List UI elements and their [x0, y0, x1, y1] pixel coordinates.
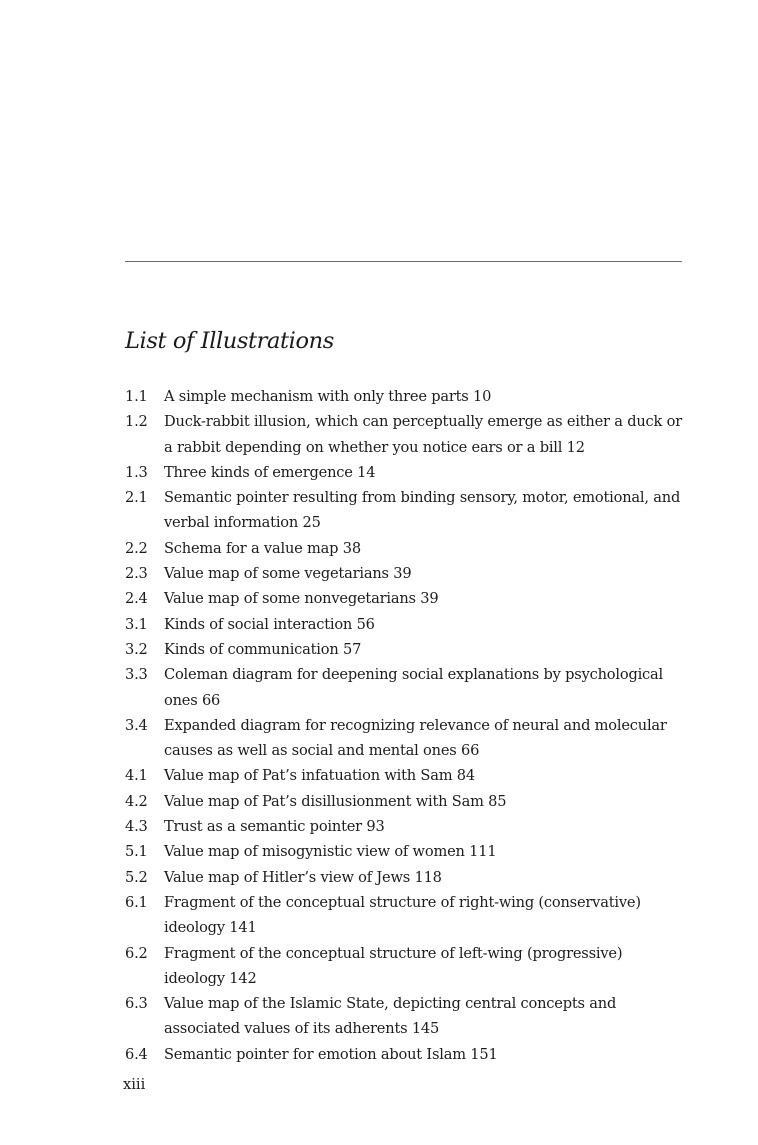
list-item	[125, 409, 685, 460]
figure-number: 6.4	[125, 1045, 148, 1063]
figure-number: 4.2	[125, 792, 148, 810]
header-rule	[125, 261, 682, 262]
figure-number: 3.1	[125, 615, 148, 633]
figure-caption: Value map of some nonvegetarians 39	[164, 590, 439, 608]
list-item	[125, 561, 685, 586]
figure-number: 2.3	[125, 565, 148, 583]
figure-number: 4.3	[125, 818, 148, 836]
list-item	[125, 839, 685, 864]
list-item	[125, 662, 685, 713]
figure-number: 3.4	[125, 716, 148, 734]
list-item	[125, 536, 685, 561]
list-item	[125, 941, 685, 992]
list-item	[125, 586, 685, 611]
figure-number: 2.2	[125, 539, 148, 557]
figure-number: 2.4	[125, 590, 148, 608]
figure-number: 5.1	[125, 843, 148, 861]
figure-caption: Semantic pointer for emotion about Islam 151	[164, 1045, 498, 1063]
page-title: List of Illustrations	[125, 328, 334, 354]
figure-caption: Kinds of social interaction 56	[164, 615, 375, 633]
list-item	[125, 1042, 685, 1067]
list-item	[125, 637, 685, 662]
figure-number: 2.1	[125, 489, 148, 507]
figure-caption: Value map of misogynistic view of women 111	[164, 843, 497, 861]
figure-number: 4.1	[125, 767, 148, 785]
figure-caption: Coleman diagram for deepening social explanations by psychological ones 66	[164, 666, 663, 709]
figure-number: 6.3	[125, 995, 148, 1013]
list-item	[125, 991, 685, 1042]
figure-number: 5.2	[125, 868, 148, 886]
list-item	[125, 814, 685, 839]
figure-caption: Fragment of the conceptual structure of left-wing (progressive) ideology 142	[164, 944, 623, 987]
list-item	[125, 384, 685, 409]
figure-caption: Kinds of communication 57	[164, 640, 362, 658]
list-item	[125, 460, 685, 485]
figure-caption: Value map of the Islamic State, depicting central concepts and associated values of its adherents 145	[164, 995, 617, 1038]
figure-number: 6.2	[125, 944, 148, 962]
figure-number: 6.1	[125, 893, 148, 911]
list-item	[125, 485, 685, 536]
figure-caption: Value map of some vegetarians 39	[164, 565, 412, 583]
figure-caption: Duck-rabbit illusion, which can perceptually emerge as either a duck or a rabbit depending on whether you notice ears or a bill 12	[164, 413, 682, 456]
figure-number: 1.2	[125, 413, 148, 431]
figure-caption: Value map of Pat’s disillusionment with Sam 85	[164, 792, 507, 810]
figure-caption: Fragment of the conceptual structure of right-wing (conservative) ideology 141	[164, 893, 641, 937]
list-item	[125, 789, 685, 814]
figure-caption: Value map of Pat’s infatuation with Sam 84	[164, 767, 475, 785]
figure-number: 1.1	[125, 388, 148, 405]
figure-number: 3.3	[125, 666, 148, 684]
figure-caption: Semantic pointer resulting from binding sensory, motor, emotional, and verbal information 25	[164, 489, 681, 532]
list-item	[125, 612, 685, 637]
list-item	[125, 865, 685, 890]
page-number: xiii	[123, 1076, 146, 1093]
figure-number: 3.2	[125, 640, 148, 658]
list-item	[125, 763, 685, 788]
figure-caption: Schema for a value map 38	[164, 539, 361, 557]
figure-caption: Trust as a semantic pointer 93	[164, 818, 385, 836]
figure-number: 1.3	[125, 463, 148, 481]
list-item	[125, 713, 685, 764]
illustration-list	[125, 384, 685, 1067]
figure-caption: Value map of Hitler’s view of Jews 118	[164, 868, 442, 886]
figure-caption: Expanded diagram for recognizing relevance of neural and molecular causes as well as social and mental ones 66	[164, 716, 667, 760]
figure-caption: Three kinds of emergence 14	[164, 463, 376, 481]
list-item	[125, 890, 685, 941]
figure-caption: A simple mechanism with only three parts 10	[164, 388, 492, 405]
